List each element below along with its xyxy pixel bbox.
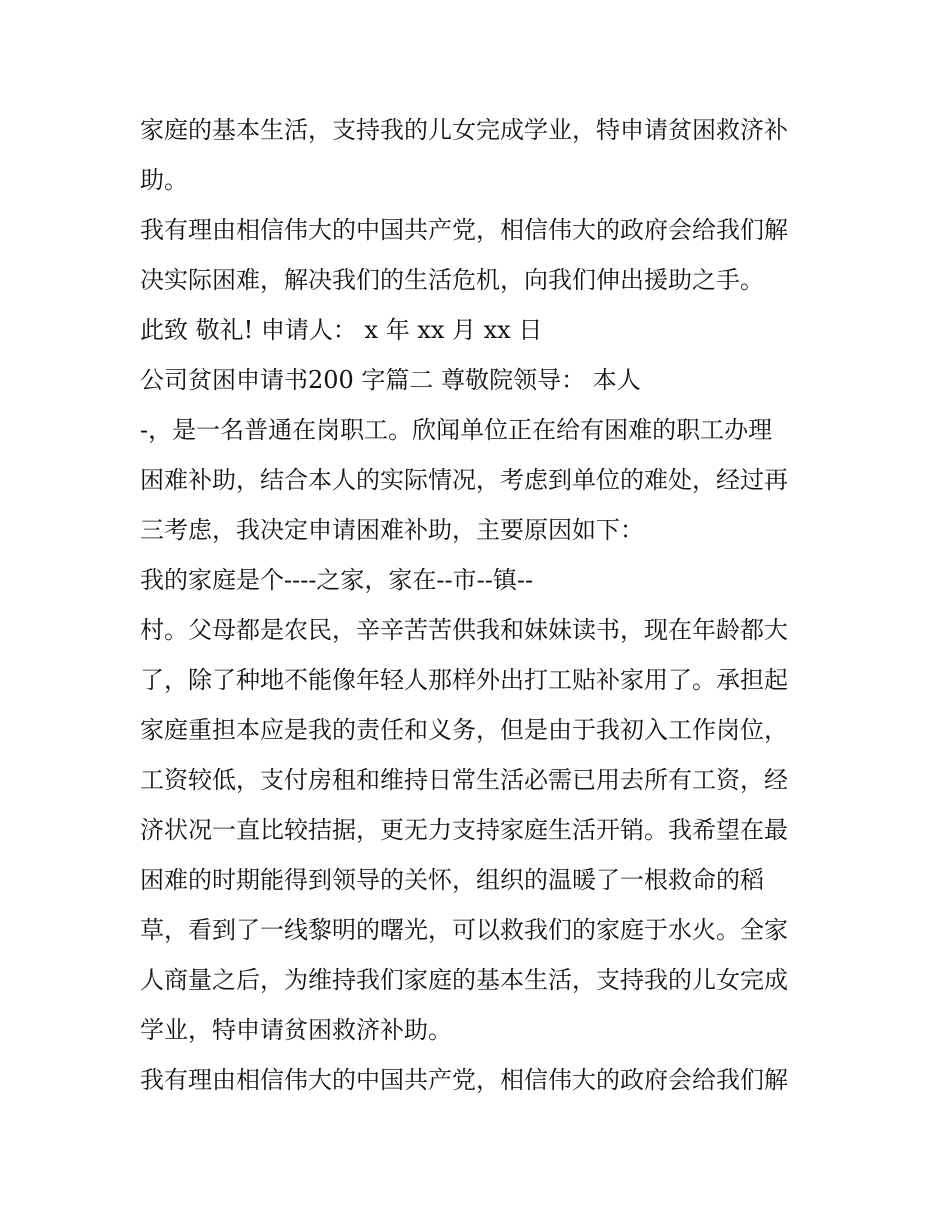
- text-line: 草，看到了一线黎明的曙光，可以救我们的家庭于水火。全家: [140, 916, 788, 944]
- text-line: -，是一名普通在岗职工。欣闻单位正在给有困难的职工办理: [140, 416, 773, 444]
- text-line: 困难的时期能得到领导的关怀，组织的温暖了一根救命的稻: [140, 866, 764, 894]
- text-line: 此致 敬礼! 申请人： x 年 xx 月 xx 日: [140, 316, 543, 344]
- text-line: 我有理由相信伟大的中国共产党，相信伟大的政府会给我们解: [140, 1066, 788, 1094]
- text-line: 公司贫困申请书200 字篇二 尊敬院领导： 本人: [140, 366, 641, 394]
- text-line: 工资较低，支付房租和维持日常生活必需已用去所有工资，经: [140, 766, 788, 794]
- text-line: 学业，特申请贫困救济补助。: [140, 1016, 452, 1044]
- text-line: 我的家庭是个----之家，家在--市--镇--: [140, 566, 534, 594]
- text-line: 济状况一直比较拮据，更无力支持家庭生活开销。我希望在最: [140, 816, 788, 844]
- text-line: 我有理由相信伟大的中国共产党，相信伟大的政府会给我们解: [140, 216, 788, 244]
- text-line: 村。父母都是农民，辛辛苦苦供我和妹妹读书，现在年龄都大: [140, 616, 788, 644]
- text-line: 家庭的基本生活，支持我的儿女完成学业，特申请贫困救济补: [140, 116, 788, 144]
- text-line: 家庭重担本应是我的责任和义务，但是由于我初入工作岗位，: [140, 716, 788, 744]
- text-line: 了，除了种地不能像年轻人那样外出打工贴补家用了。承担起: [140, 666, 788, 694]
- text-line: 困难补助，结合本人的实际情况，考虑到单位的难处，经过再: [140, 466, 788, 494]
- text-line: 人商量之后，为维持我们家庭的基本生活，支持我的儿女完成: [140, 966, 788, 994]
- text-line: 三考虑，我决定申请困难补助，主要原因如下：: [140, 516, 644, 544]
- text-line: 决实际困难，解决我们的生活危机，向我们伸出援助之手。: [140, 266, 764, 294]
- text-line: 助。: [140, 166, 188, 194]
